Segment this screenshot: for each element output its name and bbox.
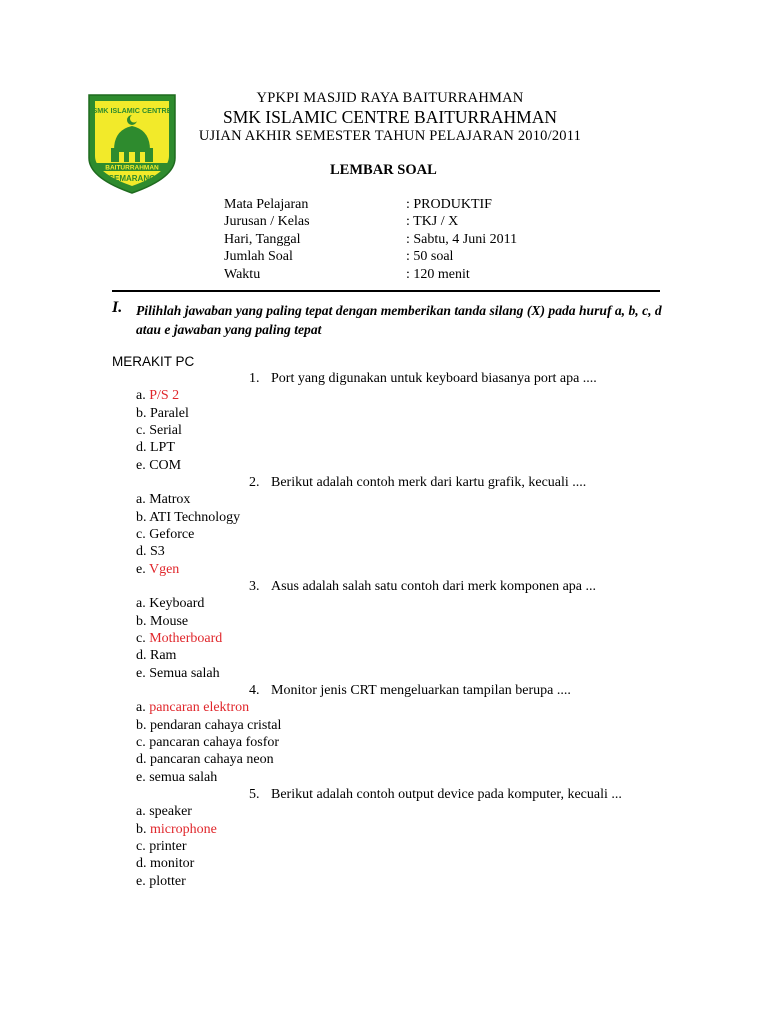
question-text: Port yang digunakan untuk keyboard biasanya port apa ....	[271, 371, 597, 386]
info-label: Hari, Tanggal	[224, 231, 301, 247]
option-text: printer	[149, 838, 187, 854]
info-label: Jurusan / Kelas	[224, 214, 310, 230]
question-number: 1.	[249, 371, 260, 386]
option-letter: d.	[136, 648, 147, 664]
info-value: : 50 soal	[406, 249, 454, 265]
option-letter: a.	[136, 596, 146, 612]
answer-option[interactable]	[136, 406, 189, 422]
instruction-number: I.	[112, 299, 123, 316]
option-letter: a.	[136, 388, 146, 404]
info-label: Waktu	[224, 266, 261, 282]
option-letter: a.	[136, 804, 146, 820]
answer-option[interactable]	[136, 700, 249, 716]
answer-option[interactable]	[136, 458, 181, 474]
option-letter: d.	[136, 752, 147, 768]
option-text: Mouse	[150, 613, 189, 629]
option-text-correct: P/S 2	[149, 388, 180, 404]
instruction-text: Pilihlah jawaban yang paling tepat dengan memberikan tanda silang (X) pada huruf a, b, c, d atau e jawaban yang paling tepat	[136, 303, 662, 337]
option-letter: b.	[136, 717, 147, 733]
question-text: Berikut adalah contoh merk dari kartu grafik, kecuali ....	[271, 475, 587, 490]
info-value: : TKJ / X	[406, 214, 459, 230]
option-letter: c.	[136, 630, 146, 646]
answer-option[interactable]	[136, 614, 188, 630]
question-number: 2.	[249, 475, 260, 490]
answer-option[interactable]	[136, 440, 175, 456]
option-letter: e.	[136, 873, 146, 889]
answer-option[interactable]	[136, 492, 190, 508]
option-text: monitor	[150, 856, 195, 872]
school-logo	[86, 92, 178, 196]
answer-option[interactable]	[136, 804, 192, 820]
answer-option[interactable]	[136, 388, 179, 404]
option-letter: c.	[136, 526, 146, 542]
answer-option[interactable]	[136, 856, 194, 872]
option-letter: c.	[136, 838, 146, 854]
question-text: Monitor jenis CRT mengeluarkan tampilan berupa ....	[271, 683, 571, 698]
header-foundation: YPKPI MASJID RAYA BAITURRAHMAN	[256, 90, 524, 106]
school-logo-emblem	[86, 92, 178, 196]
header-school-name: SMK ISLAMIC CENTRE BAITURRAHMAN	[223, 107, 557, 127]
question-number: 5.	[249, 787, 260, 802]
option-text: Matrox	[149, 492, 191, 508]
answer-option[interactable]	[136, 752, 274, 768]
info-value: : 120 menit	[406, 266, 470, 282]
option-letter: b.	[136, 509, 147, 525]
option-letter: e.	[136, 561, 146, 577]
option-letter: e.	[136, 457, 146, 473]
option-letter: e.	[136, 769, 146, 785]
answer-option[interactable]	[136, 544, 165, 560]
option-letter: c.	[136, 422, 146, 438]
option-letter: e.	[136, 665, 146, 681]
option-text: Geforce	[149, 526, 195, 542]
page-title: LEMBAR SOAL	[330, 162, 437, 178]
option-letter: b.	[136, 821, 147, 837]
option-letter: b.	[136, 405, 147, 421]
option-letter: a.	[136, 492, 146, 508]
question-text: Berikut adalah contoh output device pada komputer, kecuali ...	[271, 787, 622, 802]
answer-option[interactable]	[136, 510, 240, 526]
question-number: 3.	[249, 579, 260, 594]
svg-text:SEMARANG: SEMARANG	[108, 174, 156, 183]
answer-option[interactable]	[136, 666, 220, 682]
answer-option[interactable]	[136, 874, 186, 890]
option-text: semua salah	[149, 769, 218, 785]
answer-option[interactable]	[136, 631, 222, 647]
option-text: speaker	[149, 804, 192, 820]
option-letter: a.	[136, 700, 146, 716]
option-text: pancaran cahaya neon	[150, 752, 274, 768]
option-text-correct: Vgen	[148, 561, 180, 577]
svg-text:BAITURRAHMAN: BAITURRAHMAN	[105, 164, 159, 172]
header-divider	[112, 290, 660, 292]
answer-option[interactable]	[136, 718, 281, 734]
option-text: Serial	[149, 422, 182, 438]
answer-option[interactable]	[136, 423, 182, 439]
answer-option[interactable]	[136, 822, 217, 838]
option-text: pancaran cahaya fosfor	[149, 734, 280, 750]
option-letter: d.	[136, 440, 147, 456]
info-label: Jumlah Soal	[224, 249, 293, 265]
question-number: 4.	[249, 683, 260, 698]
answer-option[interactable]	[136, 735, 279, 751]
option-text: ATI Technology	[149, 509, 241, 525]
header-exam-name: UJIAN AKHIR SEMESTER TAHUN PELAJARAN 2010/2011	[198, 128, 582, 144]
option-text: Keyboard	[149, 596, 205, 612]
answer-option[interactable]	[136, 648, 176, 664]
option-text-correct: microphone	[150, 821, 217, 837]
answer-option[interactable]	[136, 770, 217, 786]
option-text: Ram	[150, 648, 177, 664]
option-text-correct: Motherboard	[149, 630, 223, 646]
option-letter: d.	[136, 856, 147, 872]
option-text-correct: pancaran elektron	[149, 700, 250, 716]
question-text: Asus adalah salah satu contoh dari merk komponen apa ...	[271, 579, 597, 594]
option-letter: b.	[136, 613, 147, 629]
info-label: Mata Pelajaran	[224, 197, 309, 212]
option-text: Paralel	[150, 405, 189, 421]
option-letter: c.	[136, 734, 146, 750]
info-value: : PRODUKTIF	[406, 197, 492, 212]
option-text: plotter	[149, 873, 186, 889]
option-text: Semua salah	[149, 665, 220, 681]
option-text: LPT	[150, 440, 175, 456]
option-text: COM	[149, 457, 182, 473]
option-letter: d.	[136, 544, 147, 560]
answer-option[interactable]	[136, 596, 204, 612]
section-title: MERAKIT PC	[112, 354, 195, 369]
option-text: S3	[150, 544, 165, 560]
info-value: : Sabtu, 4 Juni 2011	[406, 231, 518, 247]
answer-option[interactable]	[136, 527, 194, 543]
option-text: pendaran cahaya cristal	[150, 717, 282, 733]
answer-option[interactable]	[136, 562, 179, 578]
svg-text:SMK ISLAMIC CENTRE: SMK ISLAMIC CENTRE	[92, 106, 172, 115]
answer-option[interactable]	[136, 839, 187, 855]
